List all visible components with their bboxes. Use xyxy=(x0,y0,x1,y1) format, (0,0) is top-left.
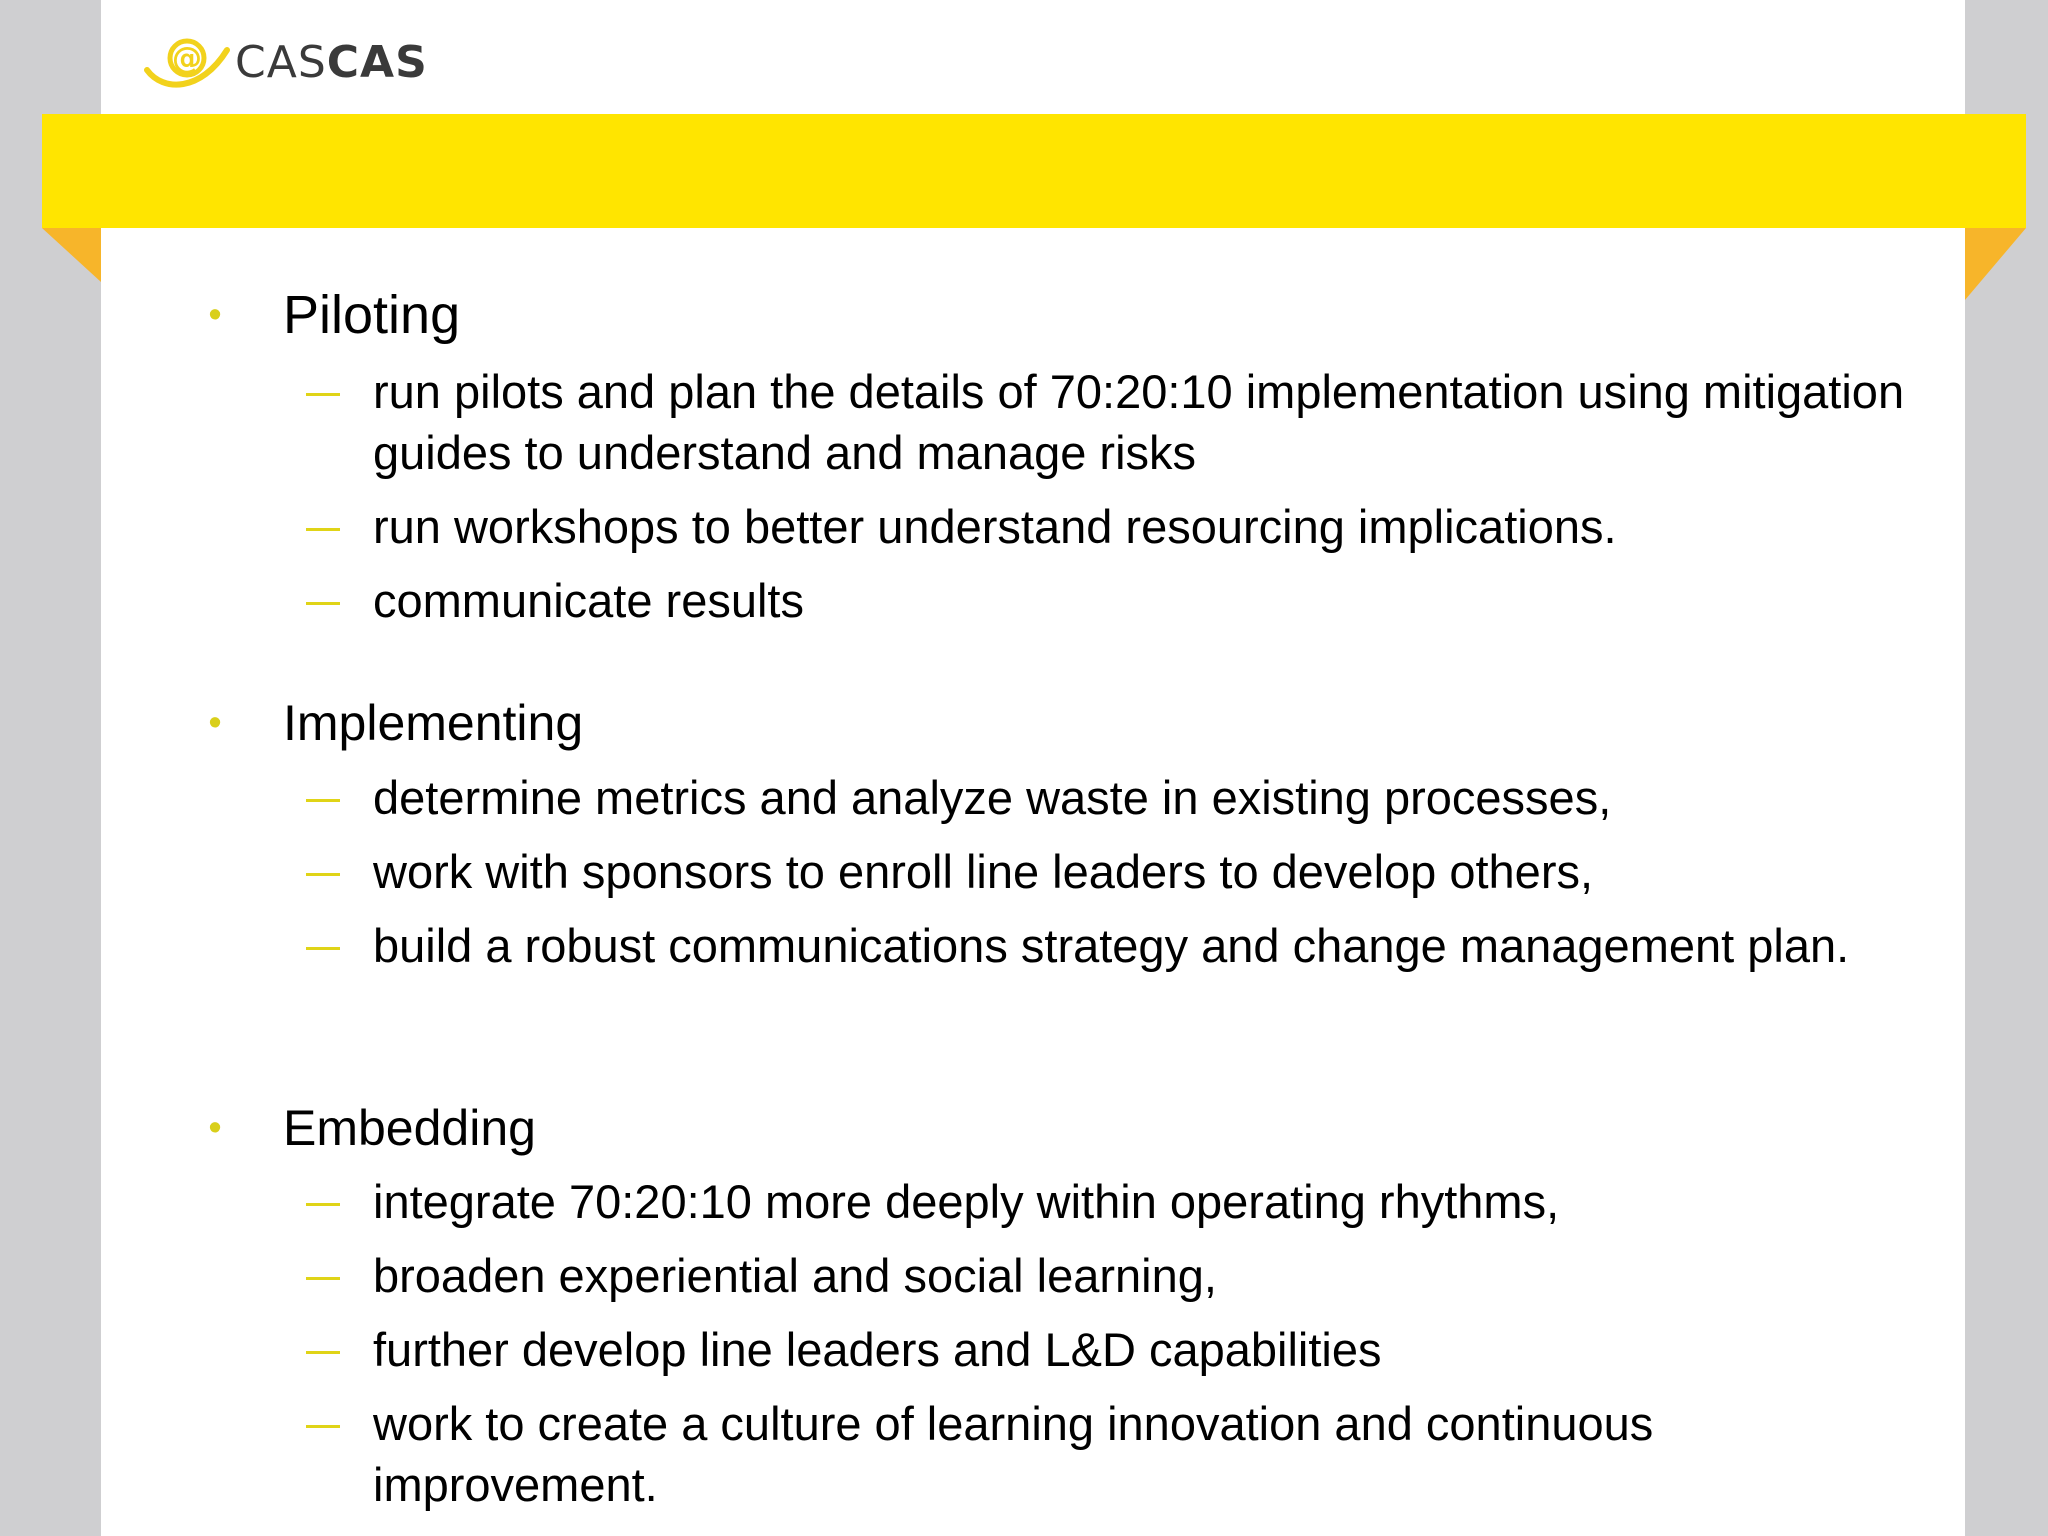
dash-icon xyxy=(306,799,340,802)
dash-icon xyxy=(306,602,340,605)
dash-icon xyxy=(306,528,340,531)
section-heading-implementing: Implementing xyxy=(283,695,584,751)
section-heading-piloting: Piloting xyxy=(283,285,461,345)
svg-text:@: @ xyxy=(172,41,202,76)
dash-icon xyxy=(306,1351,340,1354)
list-item: further develop line leaders and L&D capabilities xyxy=(373,1323,1382,1376)
list-item: run workshops to better understand resourcing implications. xyxy=(373,500,1617,553)
list-item: build a robust communications strategy and change management plan. xyxy=(373,919,1850,972)
list-item: communicate results xyxy=(373,574,804,627)
list-item: work to create a culture of learning innovation and continuous improvement. xyxy=(373,1397,1654,1511)
dash-icon xyxy=(306,873,340,876)
section-heading-embedding: Embedding xyxy=(283,1100,536,1156)
dash-icon xyxy=(306,947,340,950)
bullet-icon: • xyxy=(208,1107,222,1149)
list-item: integrate 70:20:10 more deeply within operating rhythms, xyxy=(373,1175,1560,1228)
logo-wordmark-light: CAS xyxy=(235,37,327,88)
list-item: work with sponsors to enroll line leaders to develop others, xyxy=(373,845,1594,898)
list-item: determine metrics and analyze waste in existing processes, xyxy=(373,771,1612,824)
bullet-icon: • xyxy=(208,294,222,336)
dash-icon xyxy=(306,393,340,396)
logo-wordmark-bold: CAS xyxy=(326,37,428,88)
dash-icon xyxy=(306,1277,340,1280)
bullet-icon: • xyxy=(208,702,222,744)
list-item: broaden experiential and social learning, xyxy=(373,1249,1217,1302)
list-item: run pilots and plan the details of 70:20:10 implementation using mitigation guides to understand and manage risks xyxy=(373,365,1905,479)
dash-icon xyxy=(306,1425,340,1428)
dash-icon xyxy=(306,1203,340,1206)
